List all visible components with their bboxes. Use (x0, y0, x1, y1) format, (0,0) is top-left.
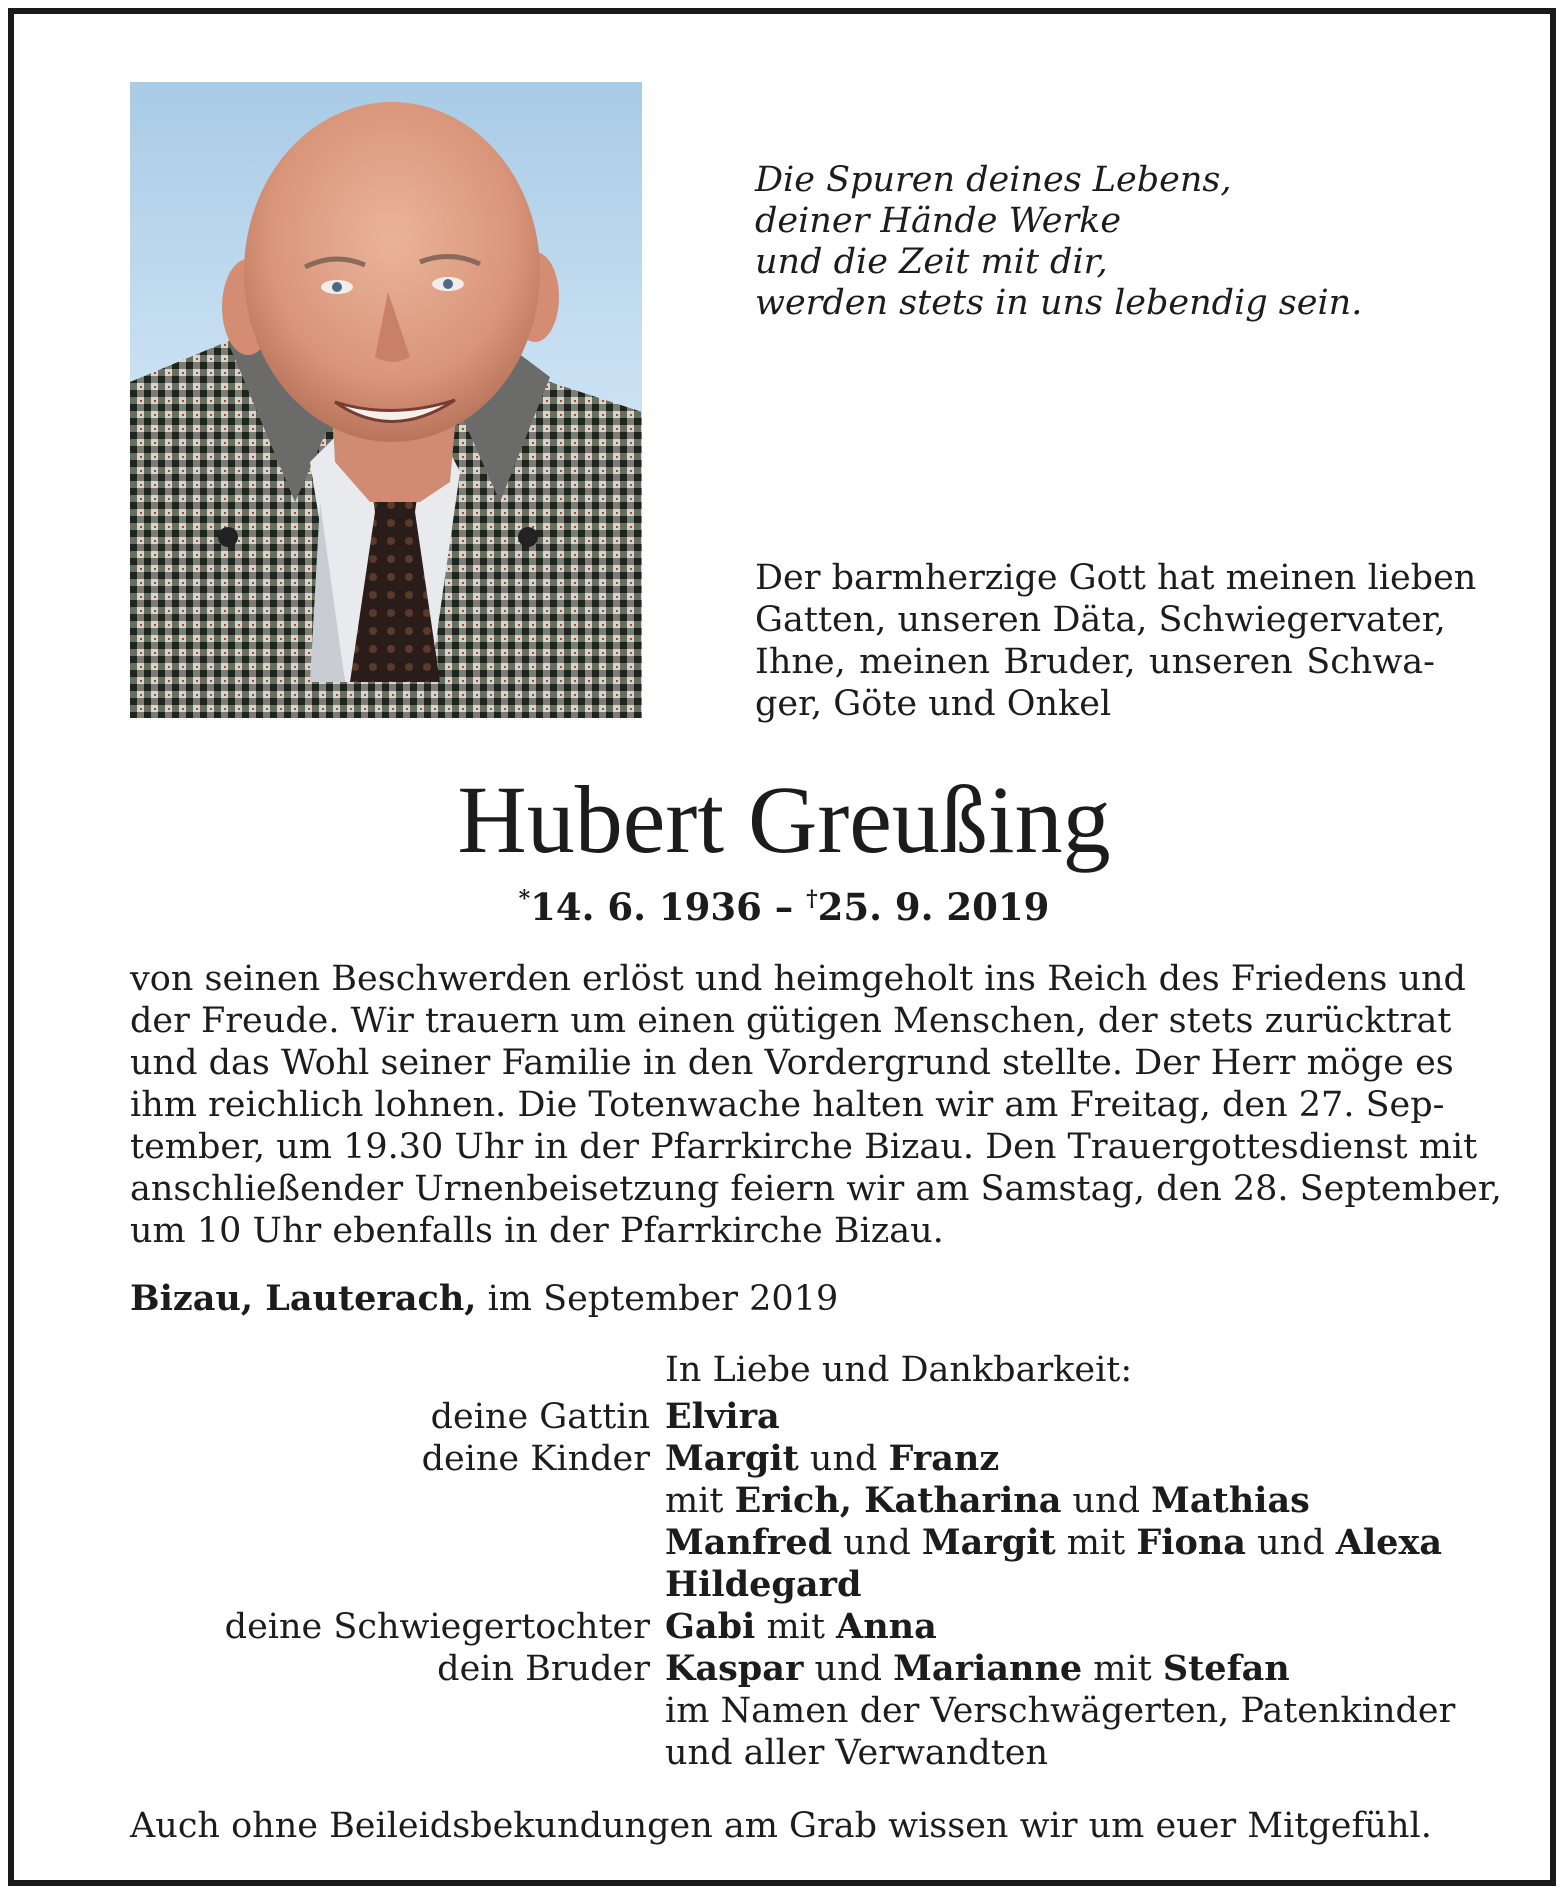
date-separator: – (761, 885, 807, 929)
intro-line: Ihne, meinen Bruder, unseren Schwa- (755, 642, 1435, 682)
body-paragraph (130, 958, 1502, 1252)
place-date (130, 1278, 838, 1319)
family-names (665, 1522, 1442, 1564)
family-name: Marianne (893, 1648, 1083, 1689)
place-month: im September 2019 (476, 1279, 839, 1319)
family-name: Gabi (665, 1606, 756, 1647)
portrait-photo (130, 82, 642, 718)
body-line: ihm reichlich lohnen. Die Totenwache halten wir am Freitag, den 27. Sep- (130, 1085, 1445, 1125)
birth-date: 14. 6. 1936 (530, 885, 762, 929)
thanks-line: In Liebe und Dankbarkeit: (665, 1350, 1133, 1390)
family-name: Mathias (1151, 1480, 1310, 1521)
relatives-line: und aller Verwandten (665, 1733, 1049, 1773)
family-names (665, 1648, 1290, 1690)
family-name: Erich, Katharina (734, 1480, 1062, 1521)
connector-text: mit (1082, 1649, 1163, 1689)
body-line: tember, um 19.30 Uhr in der Pfarrkirche Bizau. Den Trauergottesdienst mit (130, 1127, 1478, 1167)
birth-symbol: * (518, 886, 531, 912)
intro-line: Der barmherzige Gott hat meinen lieben (755, 558, 1477, 598)
connector-text: mit (1055, 1523, 1137, 1563)
intro-paragraph (755, 557, 1477, 725)
family-name: Stefan (1162, 1648, 1290, 1689)
family-names (665, 1438, 999, 1480)
poem-line: und die Zeit mit dir, (755, 242, 1108, 282)
poem-line: werden stets in uns lebendig sein. (755, 283, 1363, 323)
family-name: Elvira (665, 1396, 780, 1437)
death-symbol: † (806, 886, 818, 912)
family-names (665, 1606, 937, 1648)
body-line: der Freude. Wir trauern um einen gütigen Menschen, der stets zurücktrat (130, 1001, 1452, 1041)
place-towns: Bizau, Lauterach, (130, 1278, 477, 1319)
memorial-poem (755, 160, 1362, 324)
family-name: Fiona (1136, 1522, 1246, 1563)
death-date: 25. 9. 2019 (817, 885, 1050, 929)
family-names (665, 1480, 1310, 1522)
connector-text: und (803, 1649, 894, 1689)
body-line: anschließender Urnenbeisetzung feiern wir am Samstag, den 28. September, (130, 1169, 1502, 1209)
poem-line: Die Spuren deines Lebens, (755, 160, 1232, 200)
family-name: Anna (836, 1606, 937, 1647)
relatives-line: im Namen der Verschwägerten, Patenkinder (665, 1691, 1456, 1731)
family-name: Franz (888, 1438, 1000, 1479)
family-name: Alexa (1335, 1522, 1442, 1563)
connector-text: und (832, 1523, 922, 1563)
deceased-name: Hubert Greußing (457, 766, 1111, 873)
relation-label: deine Schwiegertochter (224, 1607, 650, 1647)
connector-text: und (798, 1439, 889, 1479)
connector-text: mit (755, 1607, 837, 1647)
body-line: um 10 Uhr ebenfalls in der Pfarrkirche Bizau. (130, 1211, 944, 1251)
closing-line: Auch ohne Beileidsbekundungen am Grab wissen wir um euer Mitgefühl. (130, 1806, 1432, 1846)
connector-text: mit (665, 1481, 735, 1521)
body-line: und das Wohl seiner Familie in den Vordergrund stellte. Der Herr möge es (130, 1043, 1454, 1083)
connector-text: und (1245, 1523, 1336, 1563)
life-dates (0, 885, 1568, 929)
relation-label: deine Gattin (430, 1397, 650, 1437)
intro-line: ger, Göte und Onkel (755, 684, 1112, 724)
relation-label: deine Kinder (421, 1439, 650, 1479)
family-name: Margit (665, 1438, 799, 1479)
intro-line: Gatten, unseren Däta, Schwiegervater, (755, 600, 1446, 640)
relation-label: dein Bruder (437, 1649, 650, 1689)
family-names (665, 1564, 861, 1606)
body-line: von seinen Beschwerden erlöst und heimgeholt ins Reich des Friedens und (130, 959, 1466, 999)
family-name: Margit (921, 1522, 1056, 1563)
family-names (665, 1396, 780, 1438)
family-name: Kaspar (665, 1648, 804, 1689)
poem-line: deiner Hände Werke (755, 201, 1122, 241)
connector-text: und (1061, 1481, 1152, 1521)
family-name: Manfred (665, 1522, 833, 1563)
family-name: Hildegard (665, 1564, 862, 1605)
